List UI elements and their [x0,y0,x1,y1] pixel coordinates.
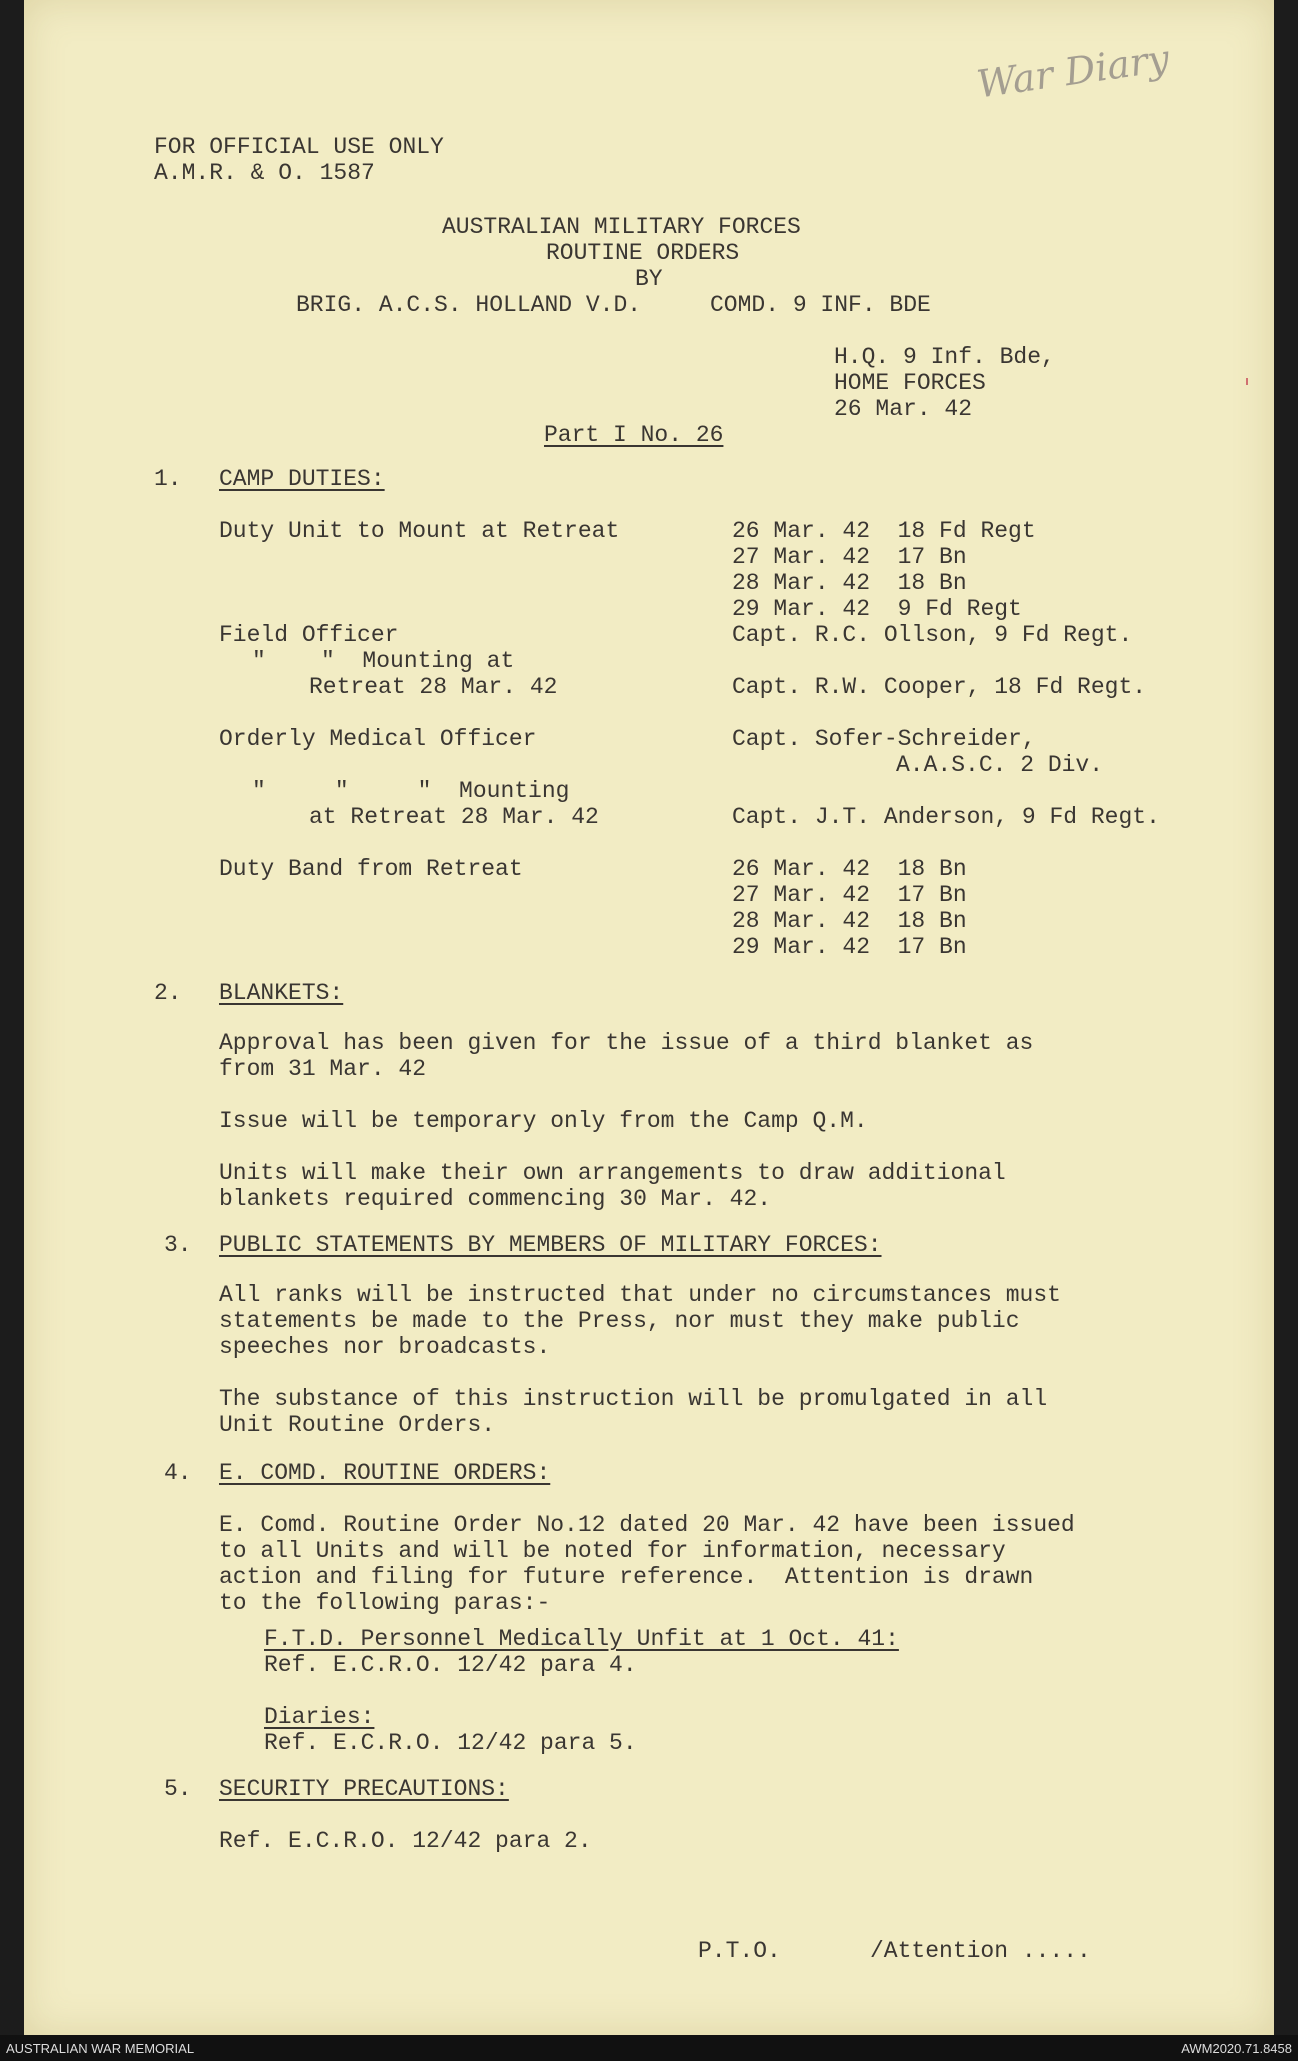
classification: FOR OFFICIAL USE ONLY [154,134,444,160]
part-number: Part I No. 26 [544,422,724,448]
field-officer-value: Capt. R.C. Ollson, 9 Fd Regt. [732,622,1133,648]
field-officer-mount-date: Retreat 28 Mar. 42 [309,674,558,700]
band-row: 28 Mar. 42 18 Bn [732,908,967,934]
section-3-para-1: statements be made to the Press, nor must they make public [219,1308,1020,1334]
command: COMD. 9 INF. BDE [710,292,931,318]
med-mount-label: " " " Mounting [252,778,570,804]
duty-unit-row: 29 Mar. 42 9 Fd Regt [732,596,1022,622]
section-4-item-ref: Ref. E.C.R.O. 12/42 para 4. [264,1652,637,1678]
duty-unit-row: 26 Mar. 42 18 Fd Regt [732,518,1036,544]
duty-unit-row: 28 Mar. 42 18 Bn [732,570,967,596]
section-4-heading: E. COMD. ROUTINE ORDERS: [219,1460,551,1486]
section-4-para: to the following paras:- [219,1590,551,1616]
section-5-ref: Ref. E.C.R.O. 12/42 para 2. [219,1828,592,1854]
med-mount-date: at Retreat 28 Mar. 42 [309,804,599,830]
red-mark [1246,378,1248,385]
issuer: BRIG. A.C.S. HOLLAND V.D. [296,292,642,318]
field-officer-mount-value: Capt. R.W. Cooper, 18 Fd Regt. [732,674,1147,700]
handwritten-annotation: War Diary [974,36,1172,107]
reference-number: A.M.R. & O. 1587 [154,160,375,186]
section-4-para: E. Comd. Routine Order No.12 dated 20 Mar. 42 have been issued [219,1512,1075,1538]
document-page [24,0,1274,2035]
section-4-para: to all Units and will be noted for information, necessary [219,1538,1006,1564]
archive-footer [0,2035,1298,2061]
duty-unit-label: Duty Unit to Mount at Retreat [219,518,620,544]
section-3-heading: PUBLIC STATEMENTS BY MEMBERS OF MILITARY FORCES: [219,1232,882,1258]
section-5-heading: SECURITY PRECAUTIONS: [219,1776,509,1802]
section-2-para-1: from 31 Mar. 42 [219,1056,427,1082]
hq-line-1: H.Q. 9 Inf. Bde, [834,344,1055,370]
footer-catalogue-number: AWM2020.71.8458 [1181,2041,1292,2056]
section-4-number: 4. [164,1460,192,1486]
order-date: 26 Mar. 42 [834,396,973,422]
med-officer-label: Orderly Medical Officer [219,726,537,752]
section-3-para-1: speeches nor broadcasts. [219,1334,551,1360]
field-officer-label: Field Officer [219,622,399,648]
section-3-para-1: All ranks will be instructed that under no circumstances must [219,1282,1061,1308]
continuation-text: /Attention ..... [870,1938,1091,1964]
duty-unit-row: 27 Mar. 42 17 Bn [732,544,967,570]
section-3-para-2: Unit Routine Orders. [219,1412,496,1438]
section-4-item-ref: Ref. E.C.R.O. 12/42 para 5. [264,1730,637,1756]
footer-institution: AUSTRALIAN WAR MEMORIAL [6,2041,195,2056]
med-officer-unit: A.A.S.C. 2 Div. [896,752,1104,778]
med-officer-value: Capt. Sofer-Schreider, [732,726,1036,752]
title-line-2: ROUTINE ORDERS [546,240,740,266]
section-2-para-3: Units will make their own arrangements to draw additional [219,1160,1006,1186]
band-row: 27 Mar. 42 17 Bn [732,882,967,908]
band-row: 29 Mar. 42 17 Bn [732,934,967,960]
section-4-item-title: F.T.D. Personnel Medically Unfit at 1 Oct. 41: [264,1626,899,1652]
section-2-heading: BLANKETS: [219,980,344,1006]
hq-line-2: HOME FORCES [834,370,986,396]
section-1-number: 1. [154,466,182,492]
section-2-para-1: Approval has been given for the issue of a third blanket as [219,1030,1034,1056]
section-4-item-title: Diaries: [264,1704,375,1730]
pto-marker: P.T.O. [698,1938,781,1964]
section-1-heading: CAMP DUTIES: [219,466,385,492]
med-mount-value: Capt. J.T. Anderson, 9 Fd Regt. [732,804,1160,830]
section-2-number: 2. [154,980,182,1006]
band-row: 26 Mar. 42 18 Bn [732,856,967,882]
field-officer-mount-label: " " Mounting at [252,648,515,674]
title-line-1: AUSTRALIAN MILITARY FORCES [442,214,801,240]
section-4-para: action and filing for future reference. Attention is drawn [219,1564,1034,1590]
section-5-number: 5. [164,1776,192,1802]
section-2-para-3: blankets required commencing 30 Mar. 42. [219,1186,772,1212]
band-label: Duty Band from Retreat [219,856,523,882]
title-line-3: BY [635,266,663,292]
section-3-para-2: The substance of this instruction will be promulgated in all [219,1386,1048,1412]
section-3-number: 3. [164,1232,192,1258]
section-2-para-2: Issue will be temporary only from the Camp Q.M. [219,1108,868,1134]
